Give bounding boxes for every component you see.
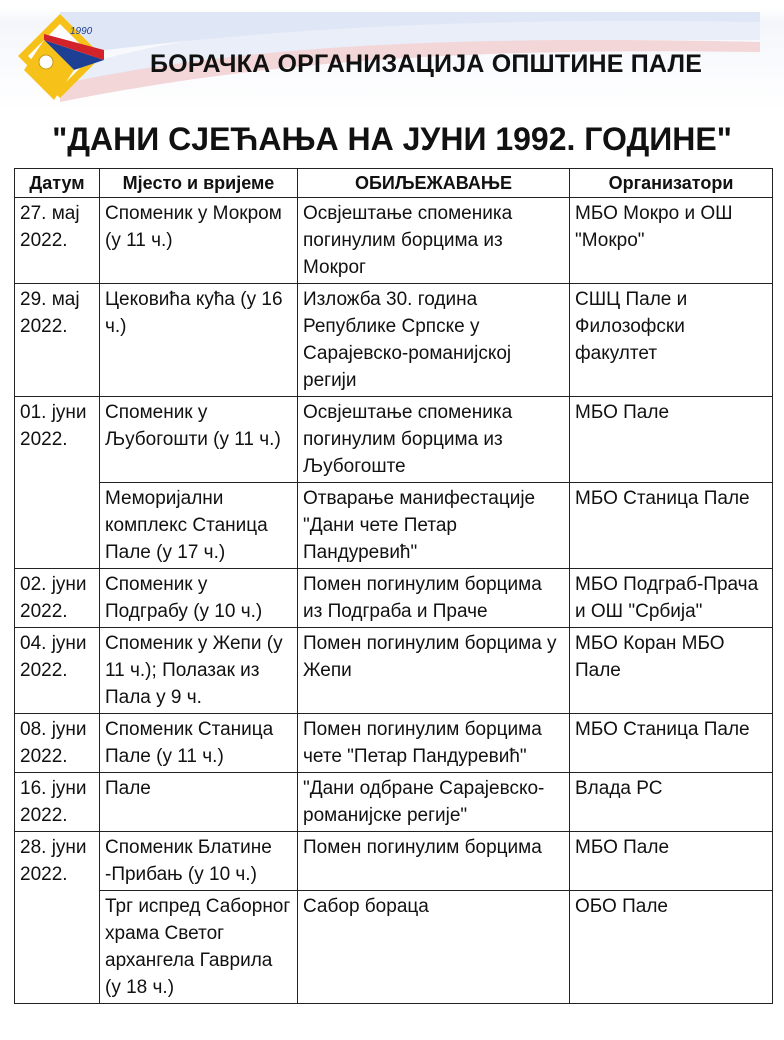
event-cell: Изложба 30. година Републике Српске у Сарајевско-романијској регији bbox=[298, 284, 570, 397]
table-row bbox=[15, 832, 773, 891]
organizers-cell: МБО Коран МБО Пале bbox=[570, 628, 773, 714]
date-cell: 29. мај 2022. bbox=[15, 284, 100, 397]
event-cell: Отварање манифестације "Дани чете Петар Пандуревић" bbox=[298, 483, 570, 569]
organizers-cell: МБО Мокро и ОШ "Мокро" bbox=[570, 198, 773, 284]
logo-year: 1990 bbox=[70, 26, 93, 37]
organizers-cell: МБО Пале bbox=[570, 832, 773, 891]
event-cell: Помен погинулим борцима из Подграба и Праче bbox=[298, 569, 570, 628]
place-cell: Споменик у Мокром (у 11 ч.) bbox=[100, 198, 298, 284]
place-cell: Цековића кућа (у 16 ч.) bbox=[100, 284, 298, 397]
place-cell: Трг испред Саборног храма Светог архангела Гаврила (у 18 ч.) bbox=[100, 891, 298, 1004]
table-row bbox=[15, 714, 773, 773]
header-banner bbox=[0, 0, 784, 110]
organizers-cell: МБО Станица Пале bbox=[570, 483, 773, 569]
column-header-place: Мјесто и вријеме bbox=[100, 169, 298, 198]
date-cell: 28. јуни 2022. bbox=[15, 832, 100, 1004]
event-cell: Помен погинулим борцима у Жепи bbox=[298, 628, 570, 714]
date-cell: 08. јуни 2022. bbox=[15, 714, 100, 773]
organizers-cell: Влада РС bbox=[570, 773, 773, 832]
event-schedule-table bbox=[14, 168, 773, 1004]
table-row bbox=[15, 628, 773, 714]
date-cell: 02. јуни 2022. bbox=[15, 569, 100, 628]
event-cell: "Дани одбране Сарајевско- романијске регије" bbox=[298, 773, 570, 832]
event-cell: Помен погинулим борцима чете "Петар Пандуревић" bbox=[298, 714, 570, 773]
event-title: "ДАНИ СЈЕЋАЊА НА ЈУНИ 1992. ГОДИНЕ" bbox=[52, 121, 732, 157]
event-cell: Сабор бораца bbox=[298, 891, 570, 1004]
date-cell: 16. јуни 2022. bbox=[15, 773, 100, 832]
organizers-cell: СШЦ Пале и Филозофски факултет bbox=[570, 284, 773, 397]
organizers-cell: ОБО Пале bbox=[570, 891, 773, 1004]
column-header-event: ОБИЉЕЖАВАЊЕ bbox=[298, 169, 570, 198]
event-cell: Освјештање споменика погинулим борцима из Љубогоште bbox=[298, 397, 570, 483]
organizers-cell: МБО Подграб-Прача и ОШ "Србија" bbox=[570, 569, 773, 628]
place-cell: Меморијални комплекс Станица Пале (у 17 ч.) bbox=[100, 483, 298, 569]
column-header-organizers: Организатори bbox=[570, 169, 773, 198]
table-header-row bbox=[15, 169, 773, 198]
organizers-cell: МБО Станица Пале bbox=[570, 714, 773, 773]
date-cell: 01. јуни 2022. bbox=[15, 397, 100, 569]
table-row bbox=[15, 891, 773, 1004]
table-row bbox=[15, 198, 773, 284]
place-cell: Споменик Блатине -Прибањ (у 10 ч.) bbox=[100, 832, 298, 891]
table-row bbox=[15, 284, 773, 397]
event-cell: Освјештање споменика погинулим борцима из Мокрог bbox=[298, 198, 570, 284]
place-cell: Споменик у Љубогошти (у 11 ч.) bbox=[100, 397, 298, 483]
organizers-cell: МБО Пале bbox=[570, 397, 773, 483]
table-row bbox=[15, 483, 773, 569]
date-cell: 27. мај 2022. bbox=[15, 198, 100, 284]
organization-title: БОРАЧКА ОРГАНИЗАЦИЈА ОПШТИНЕ ПАЛЕ bbox=[150, 50, 703, 78]
place-cell: Споменик у Подграбу (у 10 ч.) bbox=[100, 569, 298, 628]
place-cell: Споменик Станица Пале (у 11 ч.) bbox=[100, 714, 298, 773]
place-cell: Споменик у Жепи (у 11 ч.); Полазак из Пала у 9 ч. bbox=[100, 628, 298, 714]
table-row bbox=[15, 773, 773, 832]
table-row bbox=[15, 569, 773, 628]
place-cell: Пале bbox=[100, 773, 298, 832]
event-cell: Помен погинулим борцима bbox=[298, 832, 570, 891]
date-cell: 04. јуни 2022. bbox=[15, 628, 100, 714]
organization-logo bbox=[14, 10, 106, 102]
column-header-date: Датум bbox=[15, 169, 100, 198]
table-row bbox=[15, 397, 773, 483]
